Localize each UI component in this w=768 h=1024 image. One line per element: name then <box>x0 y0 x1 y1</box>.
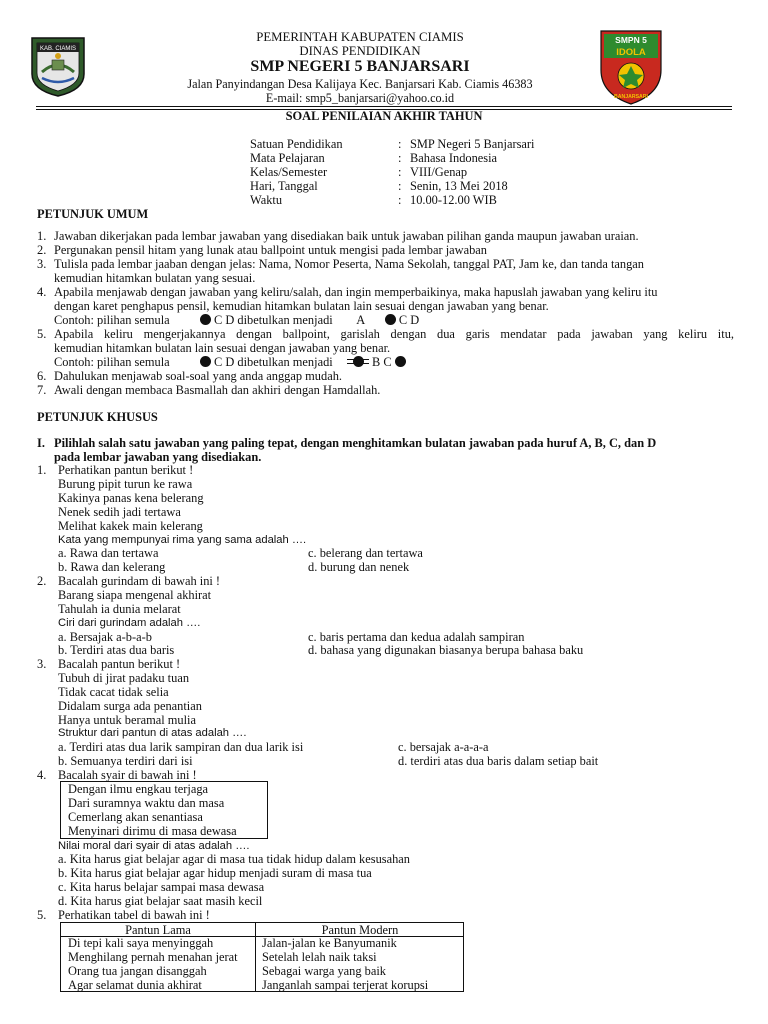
instruction-text: Tulisla pada lembar jaaban dengan jelas: Nama, Nomor Peserta, Nama Sekolah, tanggal PAT, Jam ke, dan tanda tangan <box>54 257 644 271</box>
answer-option[interactable]: c. bersajak a-a-a-a <box>398 740 489 754</box>
question-stem: Nilai moral dari syair di atas adalah …. <box>58 840 250 852</box>
example-prefix: Contoh: pilihan semula <box>54 313 170 327</box>
table-cell: Menghilang pernah menahan jerat <box>68 950 238 964</box>
section-instruction: pada lembar jawaban yang disediakan. <box>54 450 262 464</box>
table-cell: Orang tua jangan disanggah <box>68 964 207 978</box>
poem-line: Dengan ilmu engkau terjaga <box>68 782 209 796</box>
info-row <box>250 193 670 207</box>
info-value: VIII/Genap <box>410 165 468 179</box>
exam-title: SOAL PENILAIAN AKHIR TAHUN <box>285 109 483 123</box>
instruction-number: 1. <box>37 229 47 243</box>
question-intro: Bacalah syair di bawah ini ! <box>58 768 197 782</box>
poem-line: Cemerlang akan senantiasa <box>68 810 203 824</box>
answer-option[interactable]: d. burung dan nenek <box>308 560 410 574</box>
example-4 <box>54 313 419 328</box>
info-label: Waktu <box>250 193 283 207</box>
example-corrected-label: dibetulkan menjadi <box>237 355 333 369</box>
answer-option[interactable]: c. baris pertama dan kedua adalah sampiran <box>308 630 525 644</box>
instruction-text: Jawaban dikerjakan pada lembar jawaban yang disediakan baik untuk jawaban pilihan ganda maupun jawaban uraian. <box>54 229 639 243</box>
info-label: Hari, Tanggal <box>250 179 318 193</box>
header-rule-thick <box>36 106 732 107</box>
info-value: Bahasa Indonesia <box>410 151 498 165</box>
smpn5-idola-logo <box>598 28 664 106</box>
question-number: 1. <box>37 463 47 477</box>
info-row <box>250 137 670 151</box>
answer-option[interactable]: d. bahasa yang digunakan biasanya berupa bahasa baku <box>308 643 584 657</box>
info-colon: : <box>398 137 402 151</box>
question-stem: Struktur dari pantun di atas adalah …. <box>58 727 247 739</box>
poem-line: Kakinya panas kena belerang <box>58 491 204 505</box>
example-original-options: C D <box>213 355 235 369</box>
poem-line: Menyinari dirimu di masa dewasa <box>68 824 237 838</box>
example-5 <box>54 355 406 370</box>
ciamis-regency-logo <box>28 34 88 98</box>
example-fixed-options: C D <box>398 313 420 327</box>
info-label: Mata Pelajaran <box>250 151 325 165</box>
svg-text:KAB. CIAMIS: KAB. CIAMIS <box>39 46 77 52</box>
specific-instructions-title: PETUNJUK KHUSUS <box>37 410 158 424</box>
info-colon: : <box>398 151 402 165</box>
table-cell: Janganlah sampai terjerat korupsi <box>262 978 429 992</box>
question-intro: Bacalah gurindam di bawah ini ! <box>58 574 221 588</box>
table-cell: Di tepi kali saya menyinggah <box>68 936 214 950</box>
answer-option[interactable]: b. Kita harus giat belajar agar hidup menjadi suram di masa tua <box>58 866 372 880</box>
answer-option[interactable]: b. Semuanya terdiri dari isi <box>58 754 193 768</box>
info-value: 10.00-12.00 WIB <box>410 193 497 207</box>
question-stem: Ciri dari gurindam adalah …. <box>58 617 201 629</box>
struck-bubble-icon <box>347 356 369 367</box>
filled-bubble-icon <box>395 356 406 367</box>
poem-line: Melihat kakek main kelerang <box>58 519 203 533</box>
question-intro: Bacalah pantun berikut ! <box>58 657 181 671</box>
syair-box <box>60 781 268 839</box>
government-name: PEMERINTAH KABUPATEN CIAMIS <box>256 30 464 44</box>
instruction-text: dengan karet penghapus pensil, kemudian hitamkan bulatan lain sesuai dengan jawaban yang benar. <box>54 299 549 313</box>
poem-line: Tidak cacat tidak selia <box>58 685 169 699</box>
answer-option[interactable]: b. Rawa dan kelerang <box>58 560 166 574</box>
info-colon: : <box>398 179 402 193</box>
table-cell: Agar selamat dunia akhirat <box>68 978 202 992</box>
department-name: DINAS PENDIDIKAN <box>299 44 421 58</box>
school-email: E-mail: smp5_banjarsari@yahoo.co.id <box>265 91 455 105</box>
table-header: Pantun Modern <box>321 923 399 937</box>
instruction-number: 7. <box>37 383 47 397</box>
answer-option[interactable]: a. Kita harus giat belajar agar di masa tua tidak hidup dalam kesusahan <box>58 852 410 866</box>
example-option-a: A <box>356 313 365 327</box>
instruction-number: 2. <box>37 243 47 257</box>
info-row <box>250 151 670 165</box>
info-label: Kelas/Semester <box>250 165 328 179</box>
poem-line: Tubuh di jirat padaku tuan <box>58 671 190 685</box>
table-header: Pantun Lama <box>125 923 191 937</box>
question-intro: Perhatikan pantun berikut ! <box>58 463 194 477</box>
instruction-number: 4. <box>37 285 47 299</box>
instruction-number: 5. <box>37 327 47 341</box>
answer-option[interactable]: c. belerang dan tertawa <box>308 546 423 560</box>
info-colon: : <box>398 193 402 207</box>
answer-option[interactable]: c. Kita harus belajar sampai masa dewasa <box>58 880 265 894</box>
poem-line: Burung pipit turun ke rawa <box>58 477 193 491</box>
section-instruction: Pilihlah salah satu jawaban yang paling tepat, dengan menghitamkan bulatan jawaban pada huruf A, B, C, dan D <box>54 436 657 450</box>
answer-option[interactable]: a. Terdiri atas dua larik sampiran dan dua larik isi <box>58 740 304 754</box>
instruction-text: kemudian hitamkan bulatan lain sesuai dengan jawaban yang benar. <box>54 341 391 355</box>
poem-line: Dari suramnya waktu dan masa <box>68 796 225 810</box>
instruction-number: 6. <box>37 369 47 383</box>
poem-line: Didalam surga ada penantian <box>58 699 202 713</box>
instruction-text: Dahulukan menjawab soal-soal yang anda anggap mudah. <box>54 369 342 383</box>
poem-line: Barang siapa mengenal akhirat <box>58 588 212 602</box>
answer-option[interactable]: a. Rawa dan tertawa <box>58 546 159 560</box>
instruction-text: Apabila menjawab dengan jawaban yang keliru/salah, dan ingin memperbaikinya, maka hapuslah jawaban yang keliru itu <box>54 285 658 299</box>
filled-bubble-icon <box>200 356 211 367</box>
poem-line: Nenek sedih jadi tertawa <box>58 505 181 519</box>
info-row <box>250 179 670 193</box>
letterhead <box>0 0 768 118</box>
question-number: 4. <box>37 768 47 782</box>
question-stem: Kata yang mempunyai rima yang sama adalah …. <box>58 534 307 546</box>
instruction-text: Pergunakan pensil hitam yang lunak atau ballpoint untuk mengisi pada lembar jawaban <box>54 243 487 257</box>
question-number: 3. <box>37 657 47 671</box>
example-corrected-label: dibetulkan menjadi <box>237 313 333 327</box>
question-number: 5. <box>37 908 47 922</box>
section-number: I. <box>37 436 45 450</box>
general-instructions-title: PETUNJUK UMUM <box>37 207 149 221</box>
school-name: SMP NEGERI 5 BANJARSARI <box>250 58 470 75</box>
poem-line: Hanya untuk beramal mulia <box>58 713 196 727</box>
svg-text:IDOLA: IDOLA <box>616 47 646 58</box>
answer-option[interactable]: d. Kita harus giat belajar saat masih kecil <box>58 894 263 908</box>
answer-option[interactable]: d. terdiri atas dua baris dalam setiap bait <box>398 754 599 768</box>
table-cell: Sebagai warga yang baik <box>262 964 386 978</box>
example-fixed-options: B C <box>372 355 392 369</box>
answer-option[interactable]: b. Terdiri atas dua baris <box>58 643 175 657</box>
example-prefix: Contoh: pilihan semula <box>54 355 170 369</box>
table-cell: Setelah lelah naik taksi <box>262 950 377 964</box>
poem-line: Tahulah ia dunia melarat <box>58 602 181 616</box>
svg-text:SMPN 5: SMPN 5 <box>615 35 647 45</box>
info-value: SMP Negeri 5 Banjarsari <box>410 137 535 151</box>
example-original-options: C D <box>213 313 235 327</box>
info-row <box>250 165 670 179</box>
pantun-comparison-table <box>60 922 464 992</box>
instruction-text: kemudian hitamkan bulatan yang sesuai. <box>54 271 256 285</box>
info-colon: : <box>398 165 402 179</box>
question-number: 2. <box>37 574 47 588</box>
answer-option[interactable]: a. Bersajak a-b-a-b <box>58 630 152 644</box>
table-cell: Jalan-jalan ke Banyumanik <box>262 936 397 950</box>
filled-bubble-icon <box>200 314 211 325</box>
instruction-text: Apabila keliru mengerjakannya dengan ballpoint, garislah dengan dua garis mendatar pada jawaban yang keliru itu, <box>54 327 734 341</box>
svg-text:BANJARSARI: BANJARSARI <box>613 94 649 100</box>
school-address: Jalan Panyindangan Desa Kalijaya Kec. Banjarsari Kab. Ciamis 46383 <box>187 77 533 91</box>
filled-bubble-icon <box>385 314 396 325</box>
question-intro: Perhatikan tabel di bawah ini ! <box>58 908 210 922</box>
instruction-number: 3. <box>37 257 47 271</box>
info-label: Satuan Pendidikan <box>250 137 343 151</box>
info-value: Senin, 13 Mei 2018 <box>410 179 508 193</box>
instruction-text: Awali dengan membaca Basmallah dan akhiri dengan Hamdallah. <box>54 383 381 397</box>
